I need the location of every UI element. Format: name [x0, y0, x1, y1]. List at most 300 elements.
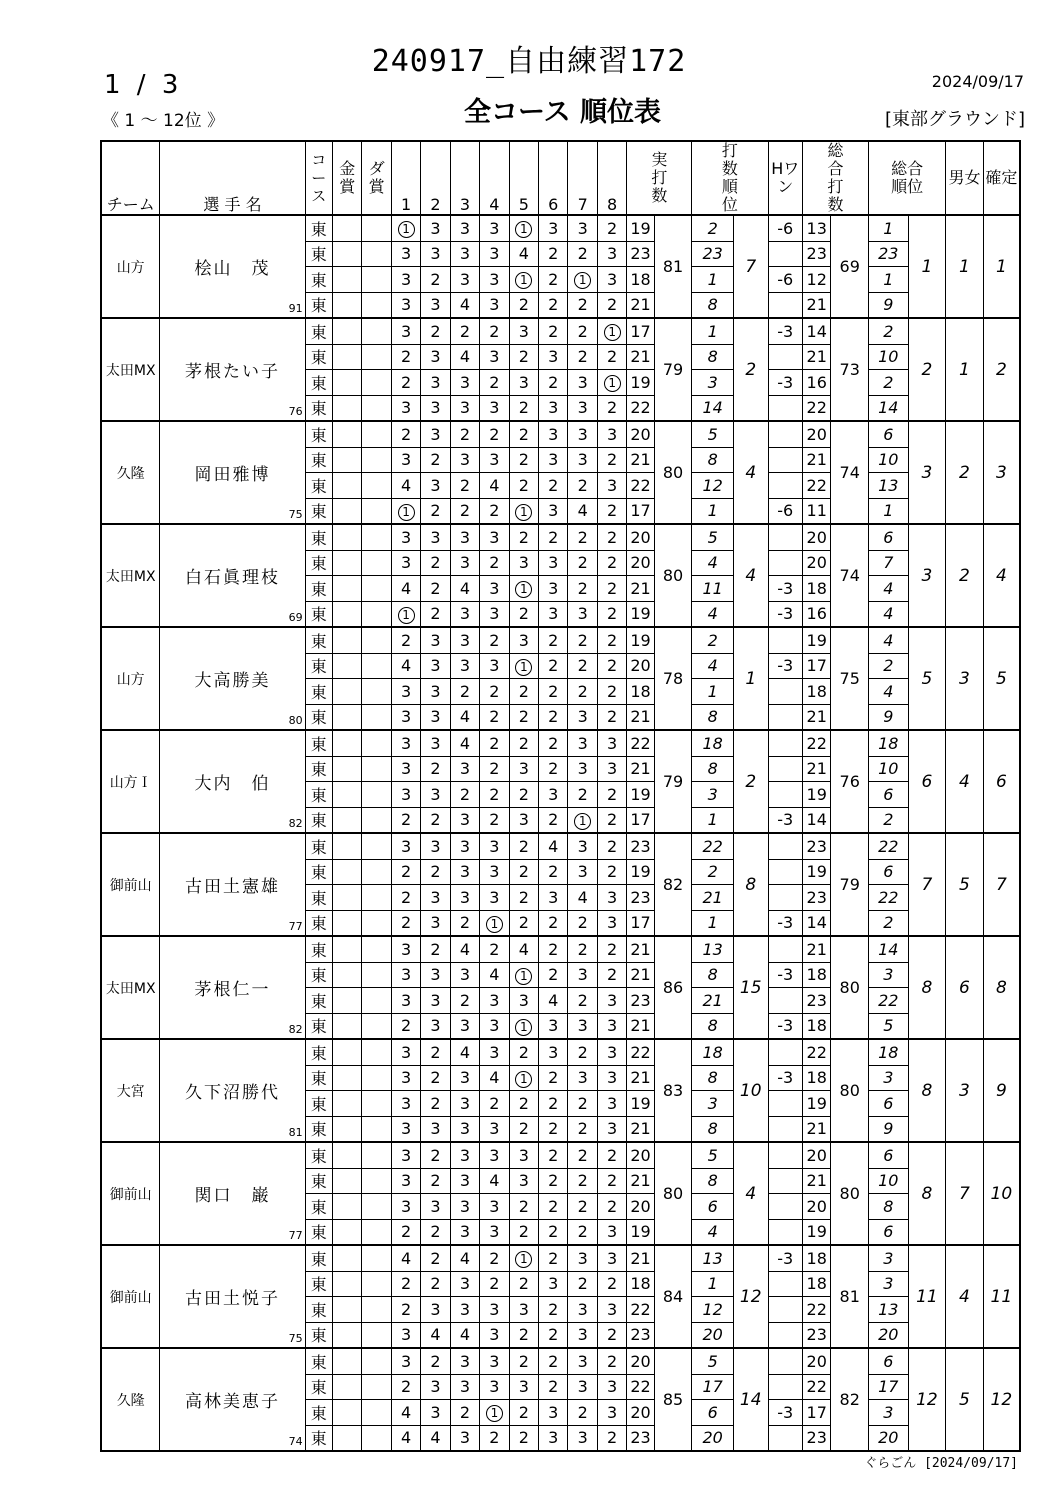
round-net-total: 18: [803, 576, 831, 602]
round-total: 22: [627, 395, 654, 421]
hole-score-cell: [597, 1168, 626, 1194]
course-cell: 東: [305, 782, 332, 808]
hole-score-cell: [421, 807, 450, 833]
round-net-total: 21: [803, 344, 831, 370]
table-row: [101, 627, 1020, 653]
hole-score: 3: [400, 1093, 412, 1113]
final-rank: 6: [983, 730, 1020, 833]
gold-cell: [332, 215, 361, 241]
hole-in-one-bonus: -3: [768, 601, 803, 627]
hole-in-one-bonus: [768, 1194, 803, 1220]
hole-score: 3: [489, 990, 500, 1010]
hole-score-cell: [391, 1348, 420, 1374]
hole-score: 2: [518, 862, 529, 882]
team-cell: 太田MX: [101, 524, 160, 627]
hole-score-cell: [480, 318, 509, 344]
hole-in-one-bonus: -3: [768, 962, 803, 988]
round-total-rank: 22: [869, 988, 909, 1014]
gold-cell: [332, 1245, 361, 1271]
hole-score: 2: [577, 347, 588, 367]
player-name: 大高勝美: [194, 671, 271, 691]
round-total-rank: 3: [869, 1245, 909, 1271]
da-cell: [362, 241, 391, 267]
hole-score: 4: [489, 1171, 500, 1191]
hole-score-cell: [568, 1142, 597, 1168]
hole-score-cell: [421, 782, 450, 808]
hole-score: 3: [577, 218, 588, 238]
round-total: 21: [627, 447, 654, 473]
hole-score-cell: [391, 679, 420, 705]
hole-score: 4: [430, 1428, 441, 1448]
hole-score-cell: [597, 421, 626, 447]
da-cell: [362, 653, 391, 679]
gold-cell: [332, 627, 361, 653]
hole-score: 2: [518, 1351, 529, 1371]
hole-score-cell: [480, 1400, 509, 1426]
player-name-cell: [160, 524, 305, 627]
hole-score-cell: [597, 833, 626, 859]
course-cell: 東: [305, 215, 332, 241]
hole-score: 3: [459, 1016, 471, 1036]
hole-score: 3: [518, 1299, 529, 1319]
hole-score: 2: [430, 553, 441, 573]
hole-score-cell: [597, 885, 626, 911]
actual-strokes: 79: [654, 318, 692, 421]
col-course: コース: [305, 141, 332, 215]
round-net-total: 20: [803, 1348, 831, 1374]
hole-score-cell: [568, 241, 597, 267]
gender-rank: 3: [946, 1039, 984, 1142]
player-name-cell: [160, 627, 305, 730]
round-total-rank: 6: [869, 782, 909, 808]
hole-score: 2: [518, 295, 529, 315]
hole-score-cell: [421, 1168, 450, 1194]
hole-score-cell: [509, 498, 538, 524]
hole-score-cell: [568, 885, 597, 911]
hole-score-cell: [539, 1374, 568, 1400]
hole-score: 3: [577, 450, 588, 470]
hole-score-cell: [509, 1219, 538, 1245]
hole-score-cell: [391, 704, 420, 730]
hole-score-cell: [568, 215, 597, 241]
total-strokes: 69: [831, 215, 869, 318]
total-rank: 8: [908, 1039, 946, 1142]
hole-score-cell: [597, 1425, 626, 1451]
hole-score-cell: [391, 1065, 420, 1091]
round-total-rank: 3: [869, 1065, 909, 1091]
hole-score: 3: [607, 244, 618, 264]
hole-score: 3: [459, 1377, 471, 1397]
da-cell: [362, 1374, 391, 1400]
hole-score: 3: [489, 1377, 500, 1397]
team-cell: 山方: [101, 627, 160, 730]
hole-score-cell: [539, 730, 568, 756]
hole-score: 3: [489, 269, 500, 289]
round-rank: 13: [692, 1245, 734, 1271]
hole-score-cell: [480, 833, 509, 859]
hole-score-cell: [480, 550, 509, 576]
gender-rank: 7: [946, 1142, 984, 1245]
round-net-total: 21: [803, 292, 831, 318]
hole-score: 3: [489, 1325, 500, 1345]
hole-score: 4: [459, 707, 471, 727]
hole-score-cell: [568, 782, 597, 808]
hole-in-one-bonus: [768, 1091, 803, 1117]
hole-in-one-bonus: [768, 885, 803, 911]
round-total: 22: [627, 1297, 654, 1323]
gender-rank: 3: [946, 627, 984, 730]
gender-rank: 5: [946, 1348, 984, 1451]
hole-score-cell: [539, 241, 568, 267]
hole-score-cell: [509, 1091, 538, 1117]
hole-score-cell: [480, 241, 509, 267]
gold-cell: [332, 241, 361, 267]
hole-score-cell: [568, 936, 597, 962]
hole-score-cell: [568, 601, 597, 627]
round-total: 21: [627, 1116, 654, 1142]
round-rank: 2: [692, 859, 734, 885]
hole-score: 4: [548, 836, 559, 856]
final-rank: 4: [983, 524, 1020, 627]
round-rank: 1: [692, 318, 734, 344]
hole-score-cell: [568, 1039, 597, 1065]
hole-score: 3: [577, 1299, 588, 1319]
hole-score: 3: [489, 527, 500, 547]
hole-score: 3: [548, 1274, 559, 1294]
actual-strokes: 82: [654, 833, 692, 936]
hole-score-cell: [480, 1142, 509, 1168]
gender-rank: 1: [946, 318, 984, 421]
hole-score-cell: [509, 1039, 538, 1065]
round-total-rank: 2: [869, 910, 909, 936]
hole-score: 3: [489, 1119, 500, 1139]
course-cell: 東: [305, 267, 332, 293]
hole-score-cell: [597, 807, 626, 833]
hole-score-cell: [568, 318, 597, 344]
round-total-rank: 4: [869, 627, 909, 653]
hole-score: 3: [459, 372, 471, 392]
hole-score-cell: [450, 1425, 479, 1451]
hole-score: 3: [489, 1016, 500, 1036]
hole-in-one-bonus: -3: [768, 318, 803, 344]
hole-score: 2: [607, 862, 618, 882]
hole-score: 2: [430, 1171, 441, 1191]
hole-in-one-bonus: [768, 1348, 803, 1374]
hole-score: 2: [430, 1351, 441, 1371]
round-rank: 18: [692, 1039, 734, 1065]
final-rank: 12: [983, 1348, 1020, 1451]
course-cell: 東: [305, 1219, 332, 1245]
gold-cell: [332, 318, 361, 344]
actual-strokes: 81: [654, 215, 692, 318]
hole-in-one-bonus: [768, 833, 803, 859]
hole-score: 3: [489, 295, 500, 315]
hole-score: 3: [430, 1377, 441, 1397]
gold-cell: [332, 859, 361, 885]
hole-score-cell: [597, 704, 626, 730]
course-cell: 東: [305, 550, 332, 576]
round-rank: 4: [692, 653, 734, 679]
hole-score-cell: [391, 215, 420, 241]
round-total-rank: 18: [869, 1039, 909, 1065]
round-total: 20: [627, 653, 654, 679]
hole-score-cell: [597, 1297, 626, 1323]
hole-in-one-bonus: [768, 1039, 803, 1065]
hole-score-cell: [391, 524, 420, 550]
hole-score-cell: [480, 1013, 509, 1039]
round-rank: 4: [692, 1219, 734, 1245]
round-total-rank: 1: [869, 498, 909, 524]
hole-score-cell: [450, 1116, 479, 1142]
hole-score-cell: [391, 910, 420, 936]
stroke-rank: 2: [733, 318, 768, 421]
gold-cell: [332, 1425, 361, 1451]
hole-score: 2: [459, 424, 471, 444]
round-rank: 1: [692, 679, 734, 705]
hole-score-cell: [480, 1065, 509, 1091]
round-total-rank: 7: [869, 550, 909, 576]
hole-score-cell: [391, 267, 420, 293]
hole-score: 3: [548, 347, 559, 367]
hole-score-cell: [539, 395, 568, 421]
hole-score: 3: [577, 836, 588, 856]
hole-score-cell: [568, 421, 597, 447]
hole-score-cell: [539, 473, 568, 499]
da-cell: [362, 292, 391, 318]
hole-score: 2: [400, 372, 412, 392]
round-net-total: 21: [803, 1116, 831, 1142]
hole-score-cell: [421, 267, 450, 293]
hole-score: 2: [577, 1145, 588, 1165]
hole-score-cell: [509, 550, 538, 576]
hole-score-cell: [450, 988, 479, 1014]
stroke-rank: 4: [733, 524, 768, 627]
round-total-rank: 3: [869, 962, 909, 988]
hole-score-cell: [480, 1271, 509, 1297]
round-total: 19: [627, 370, 654, 396]
gender-rank: 2: [946, 421, 984, 524]
hole-score: 3: [400, 681, 412, 701]
hole-score-cell: [509, 1348, 538, 1374]
hole-in-one-bonus: [768, 859, 803, 885]
player-name: 関口 巌: [194, 1186, 271, 1206]
hole-score: 2: [518, 475, 529, 495]
hole-score: 3: [400, 1196, 412, 1216]
hole-score: 2: [548, 1145, 559, 1165]
col-stroke-rank: 打数順位: [692, 141, 768, 215]
col-hole-3: 3: [450, 141, 479, 215]
hole-in-one-bonus: -3: [768, 910, 803, 936]
hole-score-cell: [539, 267, 568, 293]
hole-score-cell: [450, 292, 479, 318]
hole-score-cell: [509, 318, 538, 344]
round-rank: 21: [692, 885, 734, 911]
hole-score: 2: [459, 501, 471, 521]
hole-score-cell: [450, 730, 479, 756]
hole-score: 3: [430, 913, 441, 933]
hole-score-cell: [421, 1425, 450, 1451]
da-cell: [362, 807, 391, 833]
player-name-cell: [160, 1245, 305, 1348]
hole-score-cell: [568, 1013, 597, 1039]
round-rank: 14: [692, 395, 734, 421]
hole-score: 2: [489, 939, 500, 959]
hole-score-cell: [597, 653, 626, 679]
round-rank: 3: [692, 1091, 734, 1117]
hole-score-cell: [539, 910, 568, 936]
hole-score-cell: [539, 344, 568, 370]
round-rank: 8: [692, 756, 734, 782]
hole-score: 2: [518, 398, 529, 418]
hole-score-cell: [539, 421, 568, 447]
hole-score: 3: [607, 759, 618, 779]
hole-score: 2: [607, 1196, 618, 1216]
course-cell: 東: [305, 395, 332, 421]
course-cell: 東: [305, 318, 332, 344]
hole-score: 3: [548, 450, 559, 470]
stroke-rank: 12: [733, 1245, 768, 1348]
hole-score: 2: [607, 218, 618, 238]
hole-score-cell: [568, 807, 597, 833]
hole-score-cell: [391, 1245, 420, 1271]
hole-score-cell: [480, 1297, 509, 1323]
hole-score: 3: [430, 656, 441, 676]
hole-score: 2: [607, 450, 618, 470]
hole-score: 2: [518, 424, 529, 444]
hole-score: 2: [489, 1093, 500, 1113]
table-row: [101, 833, 1020, 859]
hole-score: 1: [515, 1251, 532, 1268]
hole-score-cell: [450, 344, 479, 370]
player-name-cell: [160, 318, 305, 421]
hole-score-cell: [568, 1219, 597, 1245]
round-rank: 6: [692, 1194, 734, 1220]
hole-score-cell: [480, 704, 509, 730]
hole-score-cell: [539, 988, 568, 1014]
da-cell: [362, 1013, 391, 1039]
total-strokes: 81: [831, 1245, 869, 1348]
hole-score-cell: [509, 859, 538, 885]
actual-strokes: 80: [654, 421, 692, 524]
hole-score-cell: [421, 730, 450, 756]
hole-score: 2: [400, 1274, 412, 1294]
hole-score: 3: [548, 887, 559, 907]
hole-score: 3: [430, 1299, 441, 1319]
hole-score: 3: [489, 1145, 500, 1165]
round-total: 21: [627, 1168, 654, 1194]
hole-score: 2: [400, 1222, 412, 1242]
round-rank: 2: [692, 627, 734, 653]
hole-score-cell: [539, 627, 568, 653]
round-total-rank: 1: [869, 215, 909, 241]
col-total-rank: 総合順位: [869, 141, 946, 215]
hole-score-cell: [539, 859, 568, 885]
hole-score-cell: [480, 756, 509, 782]
col-confirmed: 確定: [983, 141, 1020, 215]
round-rank: 13: [692, 936, 734, 962]
hole-score-cell: [539, 576, 568, 602]
gold-cell: [332, 1039, 361, 1065]
round-rank: 2: [692, 215, 734, 241]
da-cell: [362, 1091, 391, 1117]
gold-cell: [332, 885, 361, 911]
footer-credit: ぐらごん [2024/09/17]: [864, 1456, 1018, 1471]
hole-in-one-bonus: [768, 1271, 803, 1297]
round-total: 21: [627, 1013, 654, 1039]
player-age: 74: [288, 1435, 303, 1448]
hole-score: 2: [430, 578, 441, 598]
round-rank: 8: [692, 1065, 734, 1091]
hole-score: 2: [607, 784, 618, 804]
player-name: 岡田雅博: [194, 465, 271, 485]
team-cell: 御前山: [101, 1245, 160, 1348]
total-rank: 3: [908, 524, 946, 627]
hole-score: 3: [577, 1068, 588, 1088]
course-cell: 東: [305, 1091, 332, 1117]
hole-score: 3: [459, 450, 471, 470]
course-cell: 東: [305, 1245, 332, 1271]
hole-in-one-bonus: -3: [768, 1013, 803, 1039]
hole-score-cell: [597, 473, 626, 499]
hole-score-cell: [450, 627, 479, 653]
hole-score: 2: [489, 707, 500, 727]
hole-in-one-bonus: [768, 524, 803, 550]
final-rank: 1: [983, 215, 1020, 318]
hole-score-cell: [450, 447, 479, 473]
hole-score: 2: [518, 1428, 529, 1448]
hole-score-cell: [421, 910, 450, 936]
round-total-rank: 9: [869, 704, 909, 730]
hole-score: 2: [548, 1248, 559, 1268]
hole-score-cell: [539, 1271, 568, 1297]
round-net-total: 22: [803, 1374, 831, 1400]
hole-score-cell: [450, 1065, 479, 1091]
hole-score: 3: [400, 269, 412, 289]
hole-score: 3: [607, 1093, 618, 1113]
hole-score: 2: [577, 1093, 588, 1113]
hole-score-cell: [450, 524, 479, 550]
player-age: 82: [288, 1023, 303, 1036]
hole-score: 2: [548, 1171, 559, 1191]
hole-score-cell: [480, 370, 509, 396]
round-net-total: 20: [803, 1194, 831, 1220]
hole-score: 3: [430, 681, 441, 701]
total-rank: 3: [908, 421, 946, 524]
hole-score-cell: [568, 395, 597, 421]
hole-score: 2: [518, 733, 529, 753]
hole-score: 3: [577, 965, 588, 985]
round-rank: 3: [692, 782, 734, 808]
course-cell: 東: [305, 833, 332, 859]
hole-score: 3: [430, 990, 441, 1010]
round-net-total: 22: [803, 1039, 831, 1065]
da-cell: [362, 1168, 391, 1194]
hole-score-cell: [450, 421, 479, 447]
hole-score: 2: [489, 784, 500, 804]
round-net-total: 23: [803, 1425, 831, 1451]
hole-score-cell: [421, 292, 450, 318]
hole-score-cell: [421, 1348, 450, 1374]
hole-score: 3: [430, 887, 441, 907]
round-total: 19: [627, 859, 654, 885]
hole-score-cell: [539, 370, 568, 396]
hole-score-cell: [568, 627, 597, 653]
hole-score: 2: [548, 965, 559, 985]
hole-score-cell: [450, 756, 479, 782]
round-total-rank: 3: [869, 1400, 909, 1426]
hole-score-cell: [597, 962, 626, 988]
course-cell: 東: [305, 1271, 332, 1297]
